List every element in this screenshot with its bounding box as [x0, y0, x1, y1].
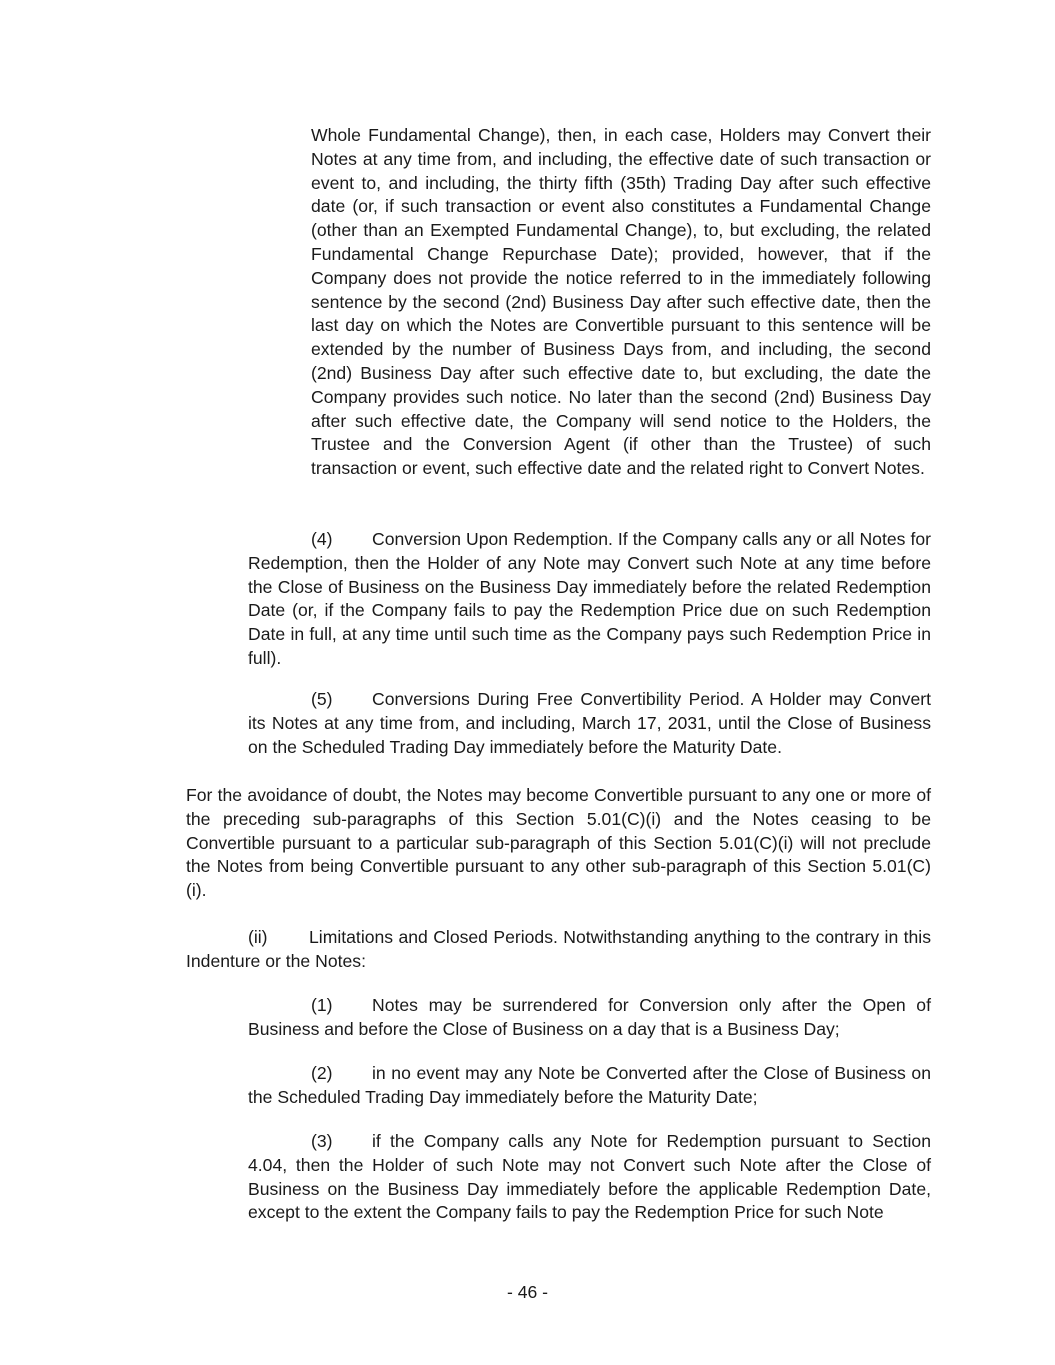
paragraph-number: (5) — [311, 689, 333, 709]
paragraph-number: (3) — [311, 1131, 333, 1151]
paragraph-number: (ii) — [248, 927, 268, 947]
paragraph-number: (1) — [311, 995, 333, 1015]
paragraph-number: (2) — [311, 1063, 333, 1083]
paragraph-surrender-business-day — [248, 994, 931, 1042]
paragraph-limitations-closed-periods — [186, 926, 931, 974]
paragraph-redemption-restriction — [248, 1130, 931, 1225]
paragraph-text: Conversions During Free Convertibility Period. A Holder may Convert its Notes at any time from, and including, March 17, 2031, until the Close of Business on the Scheduled Trading Day immediately before the Maturity Date. — [248, 689, 931, 757]
paragraph-whole-fundamental-change: Whole Fundamental Change), then, in each case, Holders may Convert their Notes at any time from, and including, the effective date of such transaction or event to, and including, the thirty fifth (35th) Trading Day after such effective date (or, if such transaction or event also constitutes a Fundamental Change (other than an Exempted Fundamental Change), to, but excluding, the related Fundamental Change Repurchase Date); provided, however, that if the Company does not provide the notice referred to in the immediately following sentence by the second (2nd) Business Day after such effective date, then the last day on which the Notes are Convertible pursuant to this sentence will be extended by the number of Business Days from, and including, the second (2nd) Business Day after such effective date to, but excluding, the date the Company provides such notice. No later than the second (2nd) Business Day after such effective date, the Company will send notice to the Holders, the Trustee and the Conversion Agent (if other than the Trustee) of such transaction or event, such effective date and the related right to Convert Notes. — [311, 125, 931, 479]
paragraph-text: if the Company calls any Note for Redemption pursuant to Section 4.04, then the Holder of such Note may not Convert such Note after the Close of Business on the Business Day immediately before the applicable Redemption Date, except to the extent the Company fails to pay the Redemption Price for such Note — [248, 1131, 931, 1223]
paragraph-number: (4) — [311, 529, 333, 549]
paragraph-text: Conversion Upon Redemption. If the Company calls any or all Notes for Redemption, then the Holder of any Note may Convert such Note at any time before the Close of Business on the Business Day immediately before the related Redemption Date (or, if the Company fails to pay the Redemption Price due on such Redemption Date in full, at any time until such time as the Company pays such Redemption Price in full). — [248, 529, 931, 668]
paragraph-no-conversion-after-maturity — [248, 1062, 931, 1110]
paragraph-avoidance-of-doubt: For the avoidance of doubt, the Notes may become Convertible pursuant to any one or more of the preceding sub-paragraphs of this Section 5.01(C)(i) and the Notes ceasing to be Convertible pursuant to a particular sub-paragraph of this Section 5.01(C)(i) will not preclude the Notes from being Convertible pursuant to any other sub-paragraph of this Section 5.01(C)(i). — [186, 785, 931, 901]
paragraph-text: Limitations and Closed Periods. Notwithstanding anything to the contrary in this Indenture or the Notes: — [186, 927, 931, 971]
paragraph-text: in no event may any Note be Converted after the Close of Business on the Scheduled Trading Day immediately before the Maturity Date; — [248, 1063, 931, 1107]
paragraph-conversion-upon-redemption — [248, 528, 931, 671]
page-number: - 46 - — [506, 1282, 549, 1302]
paragraph-free-convertibility-period — [248, 688, 931, 759]
paragraph-text: Notes may be surrendered for Conversion only after the Open of Business and before the Close of Business on a day that is a Business Day; — [248, 995, 931, 1039]
